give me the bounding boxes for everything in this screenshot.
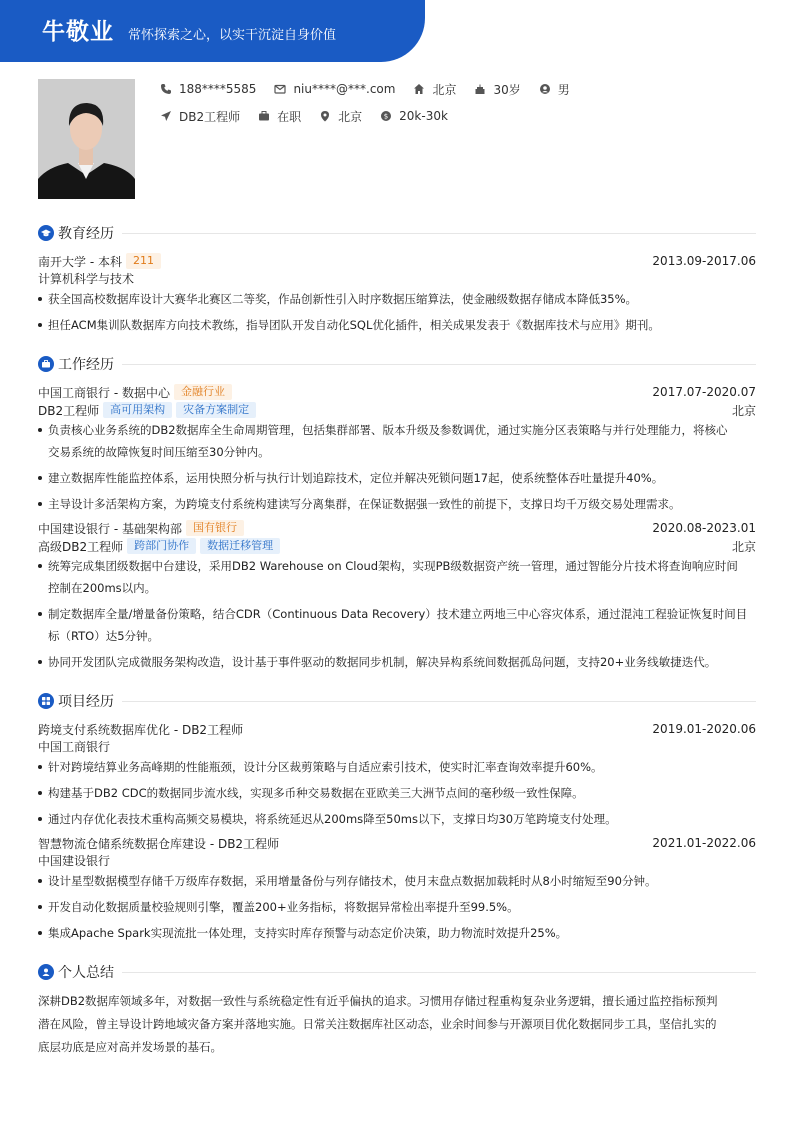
skill-tag: 灾备方案制定 <box>176 402 256 418</box>
phone-icon <box>160 83 172 95</box>
work-bullet-line: 统筹完成集团级数据中台建设，采用DB2 Warehouse on Cloud架构，实现PB级数据资产统一管理，通过智能分片技术将查询响应时间 <box>48 559 738 573</box>
skill-tag: 数据迁移管理 <box>200 538 280 554</box>
school-name: 南开大学 - 本科 <box>38 254 122 269</box>
education-date: 2013.09-2017.06 <box>652 254 756 268</box>
email-item <box>274 82 395 96</box>
education-entry-header <box>38 252 756 270</box>
project-bullet: 设计星型数据模型存储千万级库存数据，采用增量备份与列存储技术，使月末盘点数据加载耗时从8小时缩短至90分钟。 <box>38 870 756 892</box>
education-bullet: 获全国高校数据库设计大赛华北赛区二等奖，作品创新性引入时序数据压缩算法，使金融级数据存储成本降低35%。 <box>38 288 756 310</box>
project-date: 2019.01-2020.06 <box>652 722 756 736</box>
work-bullet <box>38 555 756 599</box>
email-value: niu****@***.com <box>293 82 396 96</box>
education-section-header <box>38 223 756 243</box>
briefcase-icon <box>258 110 270 122</box>
phone-value: 188****5585 <box>179 82 257 96</box>
target-city-item <box>319 108 362 125</box>
project-bullet: 开发自动化数据质量校验规则引擎，覆盖200+业务指标，将数据异常检出率提升至99.5%。 <box>38 896 756 918</box>
company-tag: 金融行业 <box>174 384 232 400</box>
position-item <box>160 108 240 125</box>
project-entry-header <box>38 720 756 738</box>
candidate-name: 牛敬业 <box>42 19 114 45</box>
section-divider <box>122 701 756 702</box>
company-name: 中国工商银行 - 数据中心 <box>38 385 170 400</box>
job-title: 高级DB2工程师 <box>38 539 124 554</box>
header-banner <box>0 0 425 62</box>
projects-section-header <box>38 691 756 711</box>
education-section-title: 教育经历 <box>58 226 114 242</box>
graduation-cap-icon <box>38 225 54 241</box>
position-value: DB2工程师 <box>179 109 241 124</box>
mail-icon <box>274 83 286 95</box>
work-bullet-line: 制定数据库全量/增量备份策略，结合CDR（Continuous Data Recovery）技术建立两地三中心容灾体系，通过混沌工程验证恢复时间目 <box>48 607 748 621</box>
project-date: 2021.01-2022.06 <box>652 836 756 850</box>
work-entry-header <box>38 383 756 401</box>
section-divider <box>122 364 756 365</box>
work-section-header <box>38 354 756 374</box>
summary-section-title: 个人总结 <box>58 965 114 981</box>
age-item <box>474 81 520 98</box>
skill-tag: 跨部门协作 <box>127 538 196 554</box>
money-icon <box>380 110 392 122</box>
company-tag: 国有银行 <box>186 520 244 536</box>
section-divider <box>122 972 756 973</box>
work-bullet: 协同开发团队完成微服务架构改造，设计基于事件驱动的数据同步机制，解决异构系统间数据孤岛问题，支持20+业务线敏捷迭代。 <box>38 651 756 673</box>
work-bullet: 主导设计多活架构方案，为跨境支付系统构建读写分离集群，在保证数据强一致性的前提下，支撑日均千万级交易处理需求。 <box>38 493 756 515</box>
project-bullet: 通过内存优化表技术重构高频交易模块，将系统延迟从200ms降至50ms以下，支撑日均30万笔跨境支付处理。 <box>38 808 756 830</box>
work-bullet-line: 交易系统的故障恢复时间压缩至30分钟内。 <box>48 445 270 459</box>
send-icon <box>160 110 172 122</box>
work-date: 2017.07-2020.07 <box>652 385 756 399</box>
job-title: DB2工程师 <box>38 403 100 418</box>
work-bullet: 建立数据库性能监控体系，运用快照分析与执行计划追踪技术，定位并解决死锁问题17起，使系统整体吞吐量提升40%。 <box>38 467 756 489</box>
school-tag: 211 <box>126 253 161 269</box>
work-bullet-line: 控制在200ms以内。 <box>48 581 157 595</box>
project-bullet: 针对跨境结算业务高峰期的性能瓶颈，设计分区裁剪策略与自适应索引技术，使实时汇率查询效率提升60%。 <box>38 756 756 778</box>
summary-section-header <box>38 962 756 982</box>
company-name: 中国建设银行 - 基础架构部 <box>38 521 182 536</box>
contact-row-1 <box>160 80 588 98</box>
project-name: 智慧物流仓储系统数据仓库建设 - DB2工程师 <box>38 836 280 851</box>
work-entry-role <box>38 537 756 555</box>
project-bullet: 集成Apache Spark实现流批一体处理，支持实时库存预警与动态定价决策，助力物流时效提升25%。 <box>38 922 756 944</box>
education-major: 计算机科学与技术 <box>38 272 135 286</box>
work-section-title: 工作经历 <box>58 357 114 373</box>
work-bullet-line: 负责核心业务系统的DB2数据库全生命周期管理，包括集群部署、版本升级及参数调优，通过实施分区表策略与并行处理能力，将核心 <box>48 423 728 437</box>
project-entry-header <box>38 834 756 852</box>
work-entry-role <box>38 401 756 419</box>
status-item <box>258 108 301 125</box>
projects-section-title: 项目经历 <box>58 694 114 710</box>
salary-item <box>380 109 448 123</box>
work-bullet <box>38 419 756 463</box>
work-date: 2020.08-2023.01 <box>652 521 756 535</box>
summary-text <box>38 990 756 1059</box>
map-pin-icon <box>319 110 331 122</box>
education-bullet: 担任ACM集训队数据库方向技术教练，指导团队开发自动化SQL优化插件，相关成果发表于《数据库技术与应用》期刊。 <box>38 314 756 336</box>
home-icon <box>413 83 425 95</box>
summary-line: 潜在风险，曾主导设计跨地域灾备方案并落地实施。日常关注数据库社区动态，业余时间参与开源项目优化数据同步工具，坚信扎实的 <box>38 1017 717 1031</box>
candidate-motto: 常怀探索之心，以实干沉淀自身价值 <box>128 28 337 43</box>
status-value: 在职 <box>277 109 302 124</box>
summary-line: 深耕DB2数据库领域多年，对数据一致性与系统稳定性有近乎偏执的追求。习惯用存储过程重构复杂业务逻辑，擅长通过监控指标预判 <box>38 994 718 1008</box>
project-org: 中国工商银行 <box>38 740 111 754</box>
age-value: 30岁 <box>493 82 521 97</box>
gender-item <box>539 81 570 98</box>
work-bullet-line: 标（RTO）达5分钟。 <box>48 629 160 643</box>
work-entry-header <box>38 519 756 537</box>
work-city: 北京 <box>731 403 756 418</box>
user-icon <box>38 964 54 980</box>
project-bullet: 构建基于DB2 CDC的数据同步流水线，实现多币种交易数据在亚欧美三大洲节点间的毫秒级一致性保障。 <box>38 782 756 804</box>
summary-line: 底层功底是应对高并发场景的基石。 <box>38 1040 222 1054</box>
location-value: 北京 <box>432 82 457 97</box>
project-name: 跨境支付系统数据库优化 - DB2工程师 <box>38 722 244 737</box>
contact-row-2 <box>160 107 466 125</box>
briefcase-icon <box>38 356 54 372</box>
gender-value: 男 <box>557 82 570 97</box>
profile-photo <box>38 79 135 199</box>
grid-icon <box>38 693 54 709</box>
project-org: 中国建设银行 <box>38 854 111 868</box>
skill-tag: 高可用架构 <box>103 402 172 418</box>
salary-value: 20k-30k <box>399 109 448 123</box>
cake-icon <box>474 83 486 95</box>
work-bullet <box>38 603 756 647</box>
section-divider <box>122 233 756 234</box>
work-city: 北京 <box>731 539 756 554</box>
phone-item <box>160 82 256 96</box>
location-item <box>413 81 456 98</box>
target-city-value: 北京 <box>338 109 363 124</box>
svg-text:$: $ <box>383 112 389 121</box>
user-circle-icon <box>539 83 551 95</box>
